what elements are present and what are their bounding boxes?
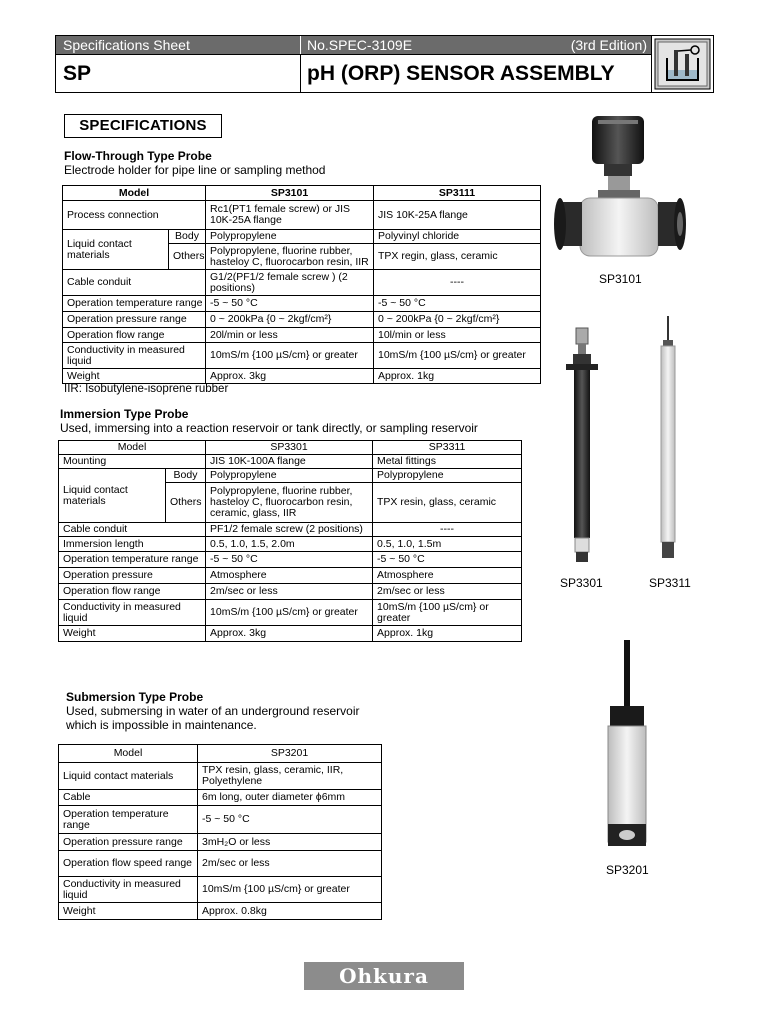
row-label: Cable (59, 790, 198, 806)
table-row (59, 600, 522, 626)
row-label: Operation flow range (59, 584, 206, 600)
cell: PF1/2 female screw (2 positions) (206, 523, 373, 537)
cell: ---- (373, 523, 522, 537)
table-row (59, 851, 382, 877)
model-header: Model (59, 745, 198, 763)
sp3301-photo (560, 326, 610, 572)
cell: Atmosphere (373, 568, 522, 584)
cell: 10mS/m {100 µS/cm} or greater (206, 343, 374, 369)
row-label: Immersion length (59, 537, 206, 552)
row-label: Liquid contact materials (59, 469, 166, 523)
cell: -5 ~ 50 °C (373, 552, 522, 568)
caption-sp3311: SP3311 (649, 576, 691, 590)
row-label: Liquid contact materials (63, 230, 169, 270)
caption-sp3101: SP3101 (599, 272, 642, 286)
cell: Polypropylene, fluorine rubber, hasteloy C, fluorocarbon resin, ceramic, glass, IIR (206, 483, 373, 523)
row-label: Operation temperature range (63, 296, 206, 312)
cell: TPX regin, glass, ceramic (374, 244, 541, 270)
table-row (63, 201, 541, 230)
immersion-heading: Immersion Type Probe (60, 407, 189, 421)
sp3101-photo (550, 110, 690, 270)
sub-label: Others (166, 483, 206, 523)
cell: 10mS/m {100 µS/cm} or greater (374, 343, 541, 369)
cell: Metal fittings (373, 455, 522, 469)
table-row (59, 626, 522, 642)
product-title: pH (ORP) SENSOR ASSEMBLY (301, 54, 653, 93)
caption-sp3201: SP3201 (606, 863, 649, 877)
cell: -5 ~ 50 °C (206, 552, 373, 568)
cell: 0 ~ 200kPa {0 ~ 2kgf/cm²} (374, 312, 541, 328)
cell: 10l/min or less (374, 328, 541, 343)
table-row (59, 441, 522, 455)
table-row (59, 523, 522, 537)
cell: -5 ~ 50 °C (374, 296, 541, 312)
cell: G1/2(PF1/2 female screw ) (2 positions) (206, 270, 374, 296)
row-label: Operation pressure range (63, 312, 206, 328)
row-label: Weight (59, 626, 206, 642)
cell: 0.5, 1.0, 1.5, 2.0m (206, 537, 373, 552)
cell: ---- (374, 270, 541, 296)
cell: Approx. 1kg (374, 369, 541, 384)
table-row (63, 369, 541, 384)
submersion-description-2: which is impossible in maintenance. (66, 718, 257, 732)
row-label: Conductivity in measured liquid (59, 877, 198, 903)
sp3311-photo (648, 314, 688, 574)
sheet-label: Specifications Sheet (56, 36, 301, 54)
sub-label: Body (169, 230, 206, 244)
table-row (63, 186, 541, 201)
cell: 2m/sec or less (373, 584, 522, 600)
immersion-description: Used, immersing into a reaction reservoir or tank directly, or sampling reservoir (60, 421, 478, 435)
cell: 10mS/m {100 µS/cm} or greater (373, 600, 522, 626)
edition: (3rd Edition) (570, 37, 647, 53)
row-label: Liquid contact materials (59, 763, 198, 790)
cell: TPX resin, glass, ceramic (373, 483, 522, 523)
submersion-description-1: Used, submersing in water of an underground reservoir (66, 704, 360, 718)
table-row (59, 584, 522, 600)
caption-sp3301: SP3301 (560, 576, 603, 590)
row-label: Operation flow speed range (59, 851, 198, 877)
cell: 0.5, 1.0, 1.5m (373, 537, 522, 552)
row-label: Mounting (59, 455, 206, 469)
flow-through-description: Electrode holder for pipe line or sampling method (64, 163, 326, 177)
table-row (59, 763, 382, 790)
cell: 10mS/m {100 µS/cm} or greater (198, 877, 382, 903)
row-label: Operation temperature range (59, 552, 206, 568)
table-row (59, 745, 382, 763)
model-sp3301: SP3301 (206, 441, 373, 455)
model-sp3201: SP3201 (198, 745, 382, 763)
sensor-vessel-icon (651, 36, 713, 92)
table-row (63, 270, 541, 296)
cell: Polyvinyl chloride (374, 230, 541, 244)
row-label: Operation pressure (59, 568, 206, 584)
table-row (63, 230, 541, 244)
sub-label: Body (166, 469, 206, 483)
row-label: Weight (63, 369, 206, 384)
flow-through-heading: Flow-Through Type Probe (64, 149, 212, 163)
table-row (59, 877, 382, 903)
row-label: Process connection (63, 201, 206, 230)
cell: -5 ~ 50 °C (206, 296, 374, 312)
cell: Approx. 1kg (373, 626, 522, 642)
spec-number (301, 36, 653, 54)
sp3201-photo (596, 640, 656, 860)
header-box (55, 35, 714, 93)
table-row (59, 806, 382, 834)
flow-through-table (62, 185, 541, 384)
cell: 2m/sec or less (206, 584, 373, 600)
cell: Polypropylene (373, 469, 522, 483)
cell: 2m/sec or less (198, 851, 382, 877)
cell: Atmosphere (206, 568, 373, 584)
cell: Polypropylene (206, 230, 374, 244)
cell: -5 ~ 50 °C (198, 806, 382, 834)
cell: JIS 10K-100A flange (206, 455, 373, 469)
submersion-heading: Submersion Type Probe (66, 690, 204, 704)
table-row (59, 552, 522, 568)
table-row (59, 469, 522, 483)
iir-note: IIR: Isobutylene-isoprene rubber (64, 383, 229, 395)
cell: Approx. 3kg (206, 369, 374, 384)
model-header: Model (63, 186, 206, 201)
cell: Polypropylene (206, 469, 373, 483)
submersion-table (58, 744, 382, 920)
row-label: Conductivity in measured liquid (63, 343, 206, 369)
row-label: Operation temperature range (59, 806, 198, 834)
cell: 6m long, outer diameter ϕ6mm (198, 790, 382, 806)
cell: Rc1(PT1 female screw) or JIS 10K-25A flange (206, 201, 374, 230)
model-sp3101: SP3101 (206, 186, 374, 201)
immersion-table (58, 440, 522, 642)
cell: JIS 10K-25A flange (374, 201, 541, 230)
row-label: Cable conduit (63, 270, 206, 296)
table-row (59, 455, 522, 469)
table-row (59, 834, 382, 851)
cell: 3mH₂O or less (198, 834, 382, 851)
spec-number-text: No.SPEC-3109E (307, 37, 413, 53)
row-label: Operation flow range (63, 328, 206, 343)
cell: 10mS/m {100 µS/cm} or greater (206, 600, 373, 626)
table-row (63, 312, 541, 328)
ohkura-logo: Ohkura (304, 962, 464, 990)
cell: 0 ~ 200kPa {0 ~ 2kgf/cm²} (206, 312, 374, 328)
row-label: Weight (59, 903, 198, 920)
cell: Approx. 0.8kg (198, 903, 382, 920)
model-sp3311: SP3311 (373, 441, 522, 455)
cell: Polypropylene, fluorine rubber, hasteloy C, fluorocarbon resin, IIR (206, 244, 374, 270)
model-header: Model (59, 441, 206, 455)
row-label: Conductivity in measured liquid (59, 600, 206, 626)
row-label: Cable conduit (59, 523, 206, 537)
table-row (59, 903, 382, 920)
table-row (59, 790, 382, 806)
table-row (63, 343, 541, 369)
model-sp3111: SP3111 (374, 186, 541, 201)
sub-label: Others (169, 244, 206, 270)
specifications-title: SPECIFICATIONS (64, 114, 222, 138)
table-row (63, 296, 541, 312)
cell: Approx. 3kg (206, 626, 373, 642)
table-row (63, 328, 541, 343)
cell: 20l/min or less (206, 328, 374, 343)
series-code: SP (56, 54, 301, 93)
table-row (59, 537, 522, 552)
table-row (59, 568, 522, 584)
cell: TPX resin, glass, ceramic, IIR, Polyethylene (198, 763, 382, 790)
row-label: Operation pressure range (59, 834, 198, 851)
